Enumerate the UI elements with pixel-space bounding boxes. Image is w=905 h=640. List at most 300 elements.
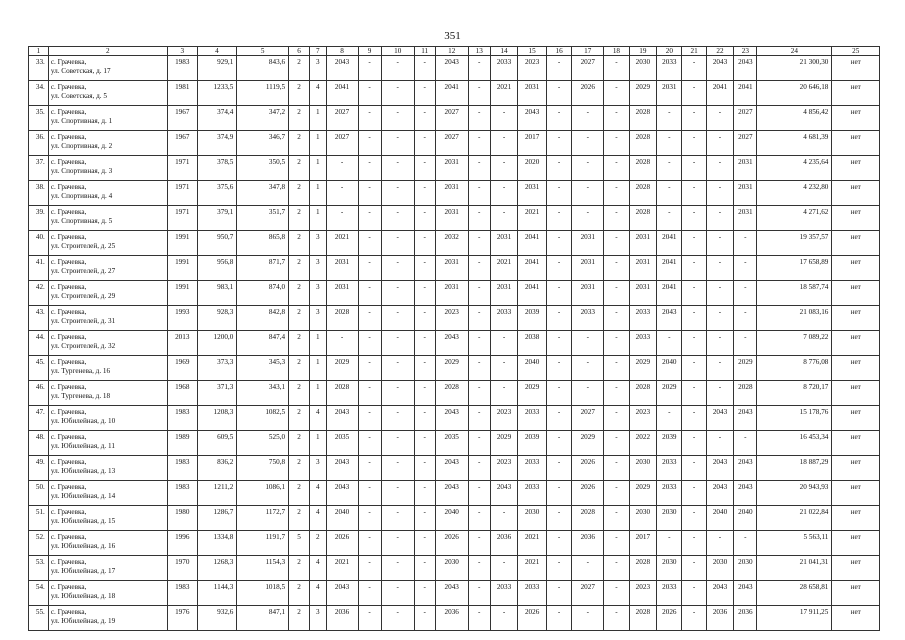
table-cell: 2 [289,506,310,531]
table-cell: 343,1 [237,381,289,406]
table-cell: 2030 [629,456,657,481]
table-cell: - [468,581,490,606]
table-cell: 2041 [734,81,757,106]
address-street: ул. Юбилейная, д. 19 [50,616,116,625]
table-cell: 1 [310,381,327,406]
table-cell: 1 [310,331,327,356]
table-cell: - [468,156,490,181]
row-number: 46. [29,381,49,406]
table-cell: 5 563,11 [757,531,832,556]
table-row [29,331,880,356]
address-cell [48,606,167,631]
table-cell: 8 776,08 [757,356,832,381]
table-cell: - [546,81,571,106]
table-cell: 2041 [657,281,682,306]
table-cell: 21 083,16 [757,306,832,331]
table-cell: - [468,81,490,106]
table-cell: - [546,306,571,331]
table-cell: 1208,3 [197,406,237,431]
table-cell: 2026 [326,531,358,556]
column-header: 7 [310,47,327,56]
table-cell: 2040 [435,506,468,531]
table-cell: нет [832,381,880,406]
table-cell: - [604,481,629,506]
table-cell: 2039 [518,431,547,456]
column-header: 22 [706,47,734,56]
table-cell: - [546,531,571,556]
table-cell: 2043 [326,456,358,481]
table-cell: 21 022,84 [757,506,832,531]
address-locality: с. Грачевка, [50,383,87,391]
table-cell: 2 [289,231,310,256]
table-cell: - [358,131,381,156]
table-cell: 2036 [572,531,604,556]
table-cell: 2029 [734,356,757,381]
table-row [29,256,880,281]
table-cell: 1971 [167,156,197,181]
address-locality: с. Грачевка, [50,358,87,366]
table-cell: - [572,131,604,156]
table-cell: - [604,606,629,631]
table-cell: 928,3 [197,306,237,331]
table-cell: - [468,456,490,481]
table-cell: 1983 [167,456,197,481]
table-cell: - [682,81,706,106]
address-locality: с. Грачевка, [50,508,87,516]
table-cell: - [381,331,414,356]
table-cell: - [358,156,381,181]
table-cell: - [358,331,381,356]
table-cell: 2036 [435,606,468,631]
column-header: 8 [326,47,358,56]
table-cell: - [546,481,571,506]
table-cell: - [490,181,518,206]
address-cell [48,281,167,306]
table-cell: - [468,181,490,206]
table-cell: - [381,256,414,281]
table-cell: 21 300,30 [757,56,832,81]
table-cell: - [604,581,629,606]
table-cell: - [468,106,490,131]
table-cell: 2033 [629,306,657,331]
table-cell: - [546,156,571,181]
table-cell: 1 [310,156,327,181]
table-cell: 4 681,39 [757,131,832,156]
table-cell: 2041 [518,256,547,281]
table-cell: - [490,556,518,581]
row-number: 34. [29,81,49,106]
table-cell: 373,3 [197,356,237,381]
table-row [29,556,880,581]
table-cell: - [546,431,571,456]
column-header: 24 [757,47,832,56]
table-cell: - [546,606,571,631]
table-cell: - [468,231,490,256]
table-cell: - [358,356,381,381]
table-cell: 2 [289,456,310,481]
table-cell: 2026 [572,456,604,481]
table-cell: 2031 [326,281,358,306]
table-cell: - [358,606,381,631]
table-cell: - [381,581,414,606]
table-cell: - [734,331,757,356]
table-cell: - [381,431,414,456]
address-street: ул. Юбилейная, д. 16 [50,541,116,550]
address-cell [48,231,167,256]
table-cell: - [414,281,435,306]
table-cell: - [706,331,734,356]
table-cell: 374,9 [197,131,237,156]
table-cell: - [706,431,734,456]
table-cell: 1968 [167,381,197,406]
table-cell: 2039 [518,306,547,331]
address-locality: с. Грачевка, [50,458,87,466]
table-cell: 17 911,25 [757,606,832,631]
table-cell: 2040 [706,506,734,531]
table-cell: - [381,306,414,331]
table-cell: - [657,156,682,181]
table-cell: 2021 [490,256,518,281]
table-cell: 2033 [657,56,682,81]
table-cell: 2 [289,256,310,281]
table-cell: 2029 [490,431,518,456]
table-cell: 2039 [657,431,682,456]
table-cell: - [414,156,435,181]
table-cell: - [604,381,629,406]
table-cell: 2027 [326,131,358,156]
table-cell: - [546,456,571,481]
address-cell [48,206,167,231]
table-cell: 2041 [435,81,468,106]
table-cell: нет [832,306,880,331]
table-cell: - [734,431,757,456]
address-street: ул. Спортивная, д. 4 [50,191,113,200]
table-cell: - [468,481,490,506]
table-cell: 2 [289,431,310,456]
table-cell: 2031 [572,281,604,306]
table-cell: - [572,606,604,631]
address-locality: с. Грачевка, [50,183,87,191]
table-cell: - [468,131,490,156]
table-cell: 2030 [734,556,757,581]
table-row [29,206,880,231]
table-cell: - [414,456,435,481]
table-cell: нет [832,156,880,181]
table-row [29,231,880,256]
table-cell: - [604,556,629,581]
table-cell: 4 235,64 [757,156,832,181]
row-number: 35. [29,106,49,131]
table-cell: нет [832,506,880,531]
table-cell: 2041 [326,81,358,106]
column-header: 10 [381,47,414,56]
table-cell: 2029 [435,356,468,381]
table-cell: 2021 [490,81,518,106]
table-cell: 874,0 [237,281,289,306]
table-cell: 2033 [518,581,547,606]
table-cell: - [490,506,518,531]
table-cell: 2030 [629,56,657,81]
table-cell: - [414,481,435,506]
table-cell: нет [832,56,880,81]
table-cell: - [682,206,706,231]
table-cell: - [468,206,490,231]
table-cell: - [358,506,381,531]
address-cell [48,531,167,556]
page-number: 351 [444,30,461,42]
table-cell: 2028 [629,556,657,581]
table-cell: 1268,3 [197,556,237,581]
table-cell: 4 [310,481,327,506]
table-cell: - [604,181,629,206]
table-cell: - [490,131,518,156]
table-cell: нет [832,531,880,556]
table-cell: - [414,306,435,331]
table-cell: - [326,181,358,206]
table-cell: 2028 [629,156,657,181]
address-locality: с. Грачевка, [50,133,87,141]
column-header: 23 [734,47,757,56]
table-cell: - [546,556,571,581]
table-row [29,306,880,331]
table-row [29,531,880,556]
table-cell: 1969 [167,356,197,381]
table-cell: 371,3 [197,381,237,406]
row-number: 40. [29,231,49,256]
table-cell: 2043 [734,406,757,431]
table-cell: 2030 [629,506,657,531]
table-cell: 1154,3 [237,556,289,581]
table-cell: - [546,356,571,381]
table-cell: 2040 [657,356,682,381]
table-cell: - [706,181,734,206]
table-cell: - [734,231,757,256]
row-number: 53. [29,556,49,581]
table-cell: 2020 [518,156,547,181]
table-cell: - [657,331,682,356]
table-cell: - [546,331,571,356]
table-cell: 1967 [167,106,197,131]
table-cell: 1970 [167,556,197,581]
address-locality: с. Грачевка, [50,308,87,316]
address-street: ул. Тургенева, д. 18 [50,391,111,400]
table-cell: - [682,56,706,81]
table-cell: - [414,231,435,256]
table-row [29,56,880,81]
table-cell: - [381,531,414,556]
address-locality: с. Грачевка, [50,158,87,166]
address-cell [48,131,167,156]
table-cell: 2028 [629,206,657,231]
table-cell: 347,2 [237,106,289,131]
address-street: ул. Юбилейная, д. 14 [50,491,116,500]
address-locality: с. Грачевка, [50,108,87,116]
table-cell: - [604,506,629,531]
table-cell: 4 [310,81,327,106]
address-street: ул. Спортивная, д. 2 [50,141,113,150]
row-number: 33. [29,56,49,81]
table-cell: 2033 [490,581,518,606]
table-cell: - [604,156,629,181]
table-cell: - [682,531,706,556]
table-cell: 2017 [518,131,547,156]
table-cell: - [706,256,734,281]
table-cell: - [657,181,682,206]
table-cell: 1172,7 [237,506,289,531]
table-cell: 1971 [167,206,197,231]
table-cell: 2029 [629,481,657,506]
table-cell: - [682,256,706,281]
table-cell: 2031 [734,181,757,206]
table-cell: - [706,281,734,306]
column-header: 9 [358,47,381,56]
table-cell: - [490,106,518,131]
table-cell: 1119,5 [237,81,289,106]
table-cell: - [572,106,604,131]
table-cell: - [358,306,381,331]
table-cell: 932,6 [197,606,237,631]
table-cell: 2043 [734,481,757,506]
table-cell: 1334,8 [197,531,237,556]
address-cell [48,331,167,356]
column-header: 19 [629,47,657,56]
table-cell: - [468,556,490,581]
table-cell: 2 [289,406,310,431]
table-cell: 2033 [518,406,547,431]
table-cell: - [546,581,571,606]
table-cell: - [657,531,682,556]
row-number: 36. [29,131,49,156]
table-cell: 2027 [734,131,757,156]
table-cell: нет [832,406,880,431]
table-row [29,181,880,206]
address-cell [48,406,167,431]
table-cell: 1211,2 [197,481,237,506]
table-cell: - [468,331,490,356]
table-cell: - [414,406,435,431]
table-cell: нет [832,81,880,106]
table-cell: 17 658,89 [757,256,832,281]
table-cell: 2028 [435,381,468,406]
column-header: 12 [435,47,468,56]
table-cell: - [381,456,414,481]
address-locality: с. Грачевка, [50,433,87,441]
address-locality: с. Грачевка, [50,58,87,66]
table-cell: 4 [310,406,327,431]
table-cell: нет [832,356,880,381]
table-cell: 1 [310,131,327,156]
table-cell: - [604,131,629,156]
table-cell: - [682,506,706,531]
table-cell: 2029 [572,431,604,456]
table-cell: 3 [310,306,327,331]
table-cell: - [682,106,706,131]
table-cell: - [682,381,706,406]
table-cell: - [706,231,734,256]
table-cell: 2026 [435,531,468,556]
table-cell: 351,7 [237,206,289,231]
table-cell: - [358,256,381,281]
column-header: 14 [490,47,518,56]
table-cell: 1 [310,206,327,231]
table-cell: - [682,406,706,431]
table-cell: - [381,556,414,581]
table-cell: 2 [289,556,310,581]
table-cell: 2043 [326,56,358,81]
table-cell: 2031 [326,256,358,281]
table-cell: - [604,106,629,131]
address-street: ул. Тургенева, д. 16 [50,366,111,375]
table-cell: - [414,381,435,406]
table-cell: - [734,281,757,306]
table-cell: - [468,506,490,531]
column-header: 1 [29,47,49,56]
table-cell: - [682,306,706,331]
table-cell: 1980 [167,506,197,531]
row-number: 44. [29,331,49,356]
table-cell: 2033 [657,481,682,506]
table-cell: 5 [289,531,310,556]
table-cell: 842,8 [237,306,289,331]
table-cell: 2026 [572,481,604,506]
table-cell: 2031 [518,181,547,206]
table-cell: - [414,256,435,281]
table-cell: 1996 [167,531,197,556]
table-cell: 2027 [435,106,468,131]
address-locality: с. Грачевка, [50,483,87,491]
table-cell: - [358,81,381,106]
table-cell: - [706,206,734,231]
table-cell: нет [832,556,880,581]
table-cell: - [468,306,490,331]
table-cell: 2026 [657,606,682,631]
table-cell: 1983 [167,481,197,506]
table-cell: 3 [310,56,327,81]
table-cell: 1976 [167,606,197,631]
table-cell: 20 943,93 [757,481,832,506]
table-cell: нет [832,581,880,606]
table-cell: 1 [310,181,327,206]
table-cell: 2030 [657,506,682,531]
row-number: 54. [29,581,49,606]
address-cell [48,506,167,531]
table-cell: 2033 [657,456,682,481]
table-cell: - [572,331,604,356]
address-street: ул. Строителей, д. 32 [50,341,116,350]
table-cell: 2031 [629,256,657,281]
table-cell: 4 [310,556,327,581]
column-header: 20 [657,47,682,56]
table-cell: 2 [289,81,310,106]
table-cell: нет [832,331,880,356]
table-cell: 2031 [435,256,468,281]
table-cell: 2030 [435,556,468,581]
table-cell: 4 856,42 [757,106,832,131]
row-number: 37. [29,156,49,181]
row-number: 55. [29,606,49,631]
table-cell: 2043 [706,406,734,431]
table-cell: 2028 [326,306,358,331]
table-cell: 4 271,62 [757,206,832,231]
table-cell: 1991 [167,231,197,256]
table-cell: - [734,306,757,331]
table-cell: 2023 [490,406,518,431]
table-cell: 1 [310,431,327,456]
table-cell: 4 [310,581,327,606]
table-cell: - [414,531,435,556]
table-cell: - [546,506,571,531]
table-cell: - [358,106,381,131]
